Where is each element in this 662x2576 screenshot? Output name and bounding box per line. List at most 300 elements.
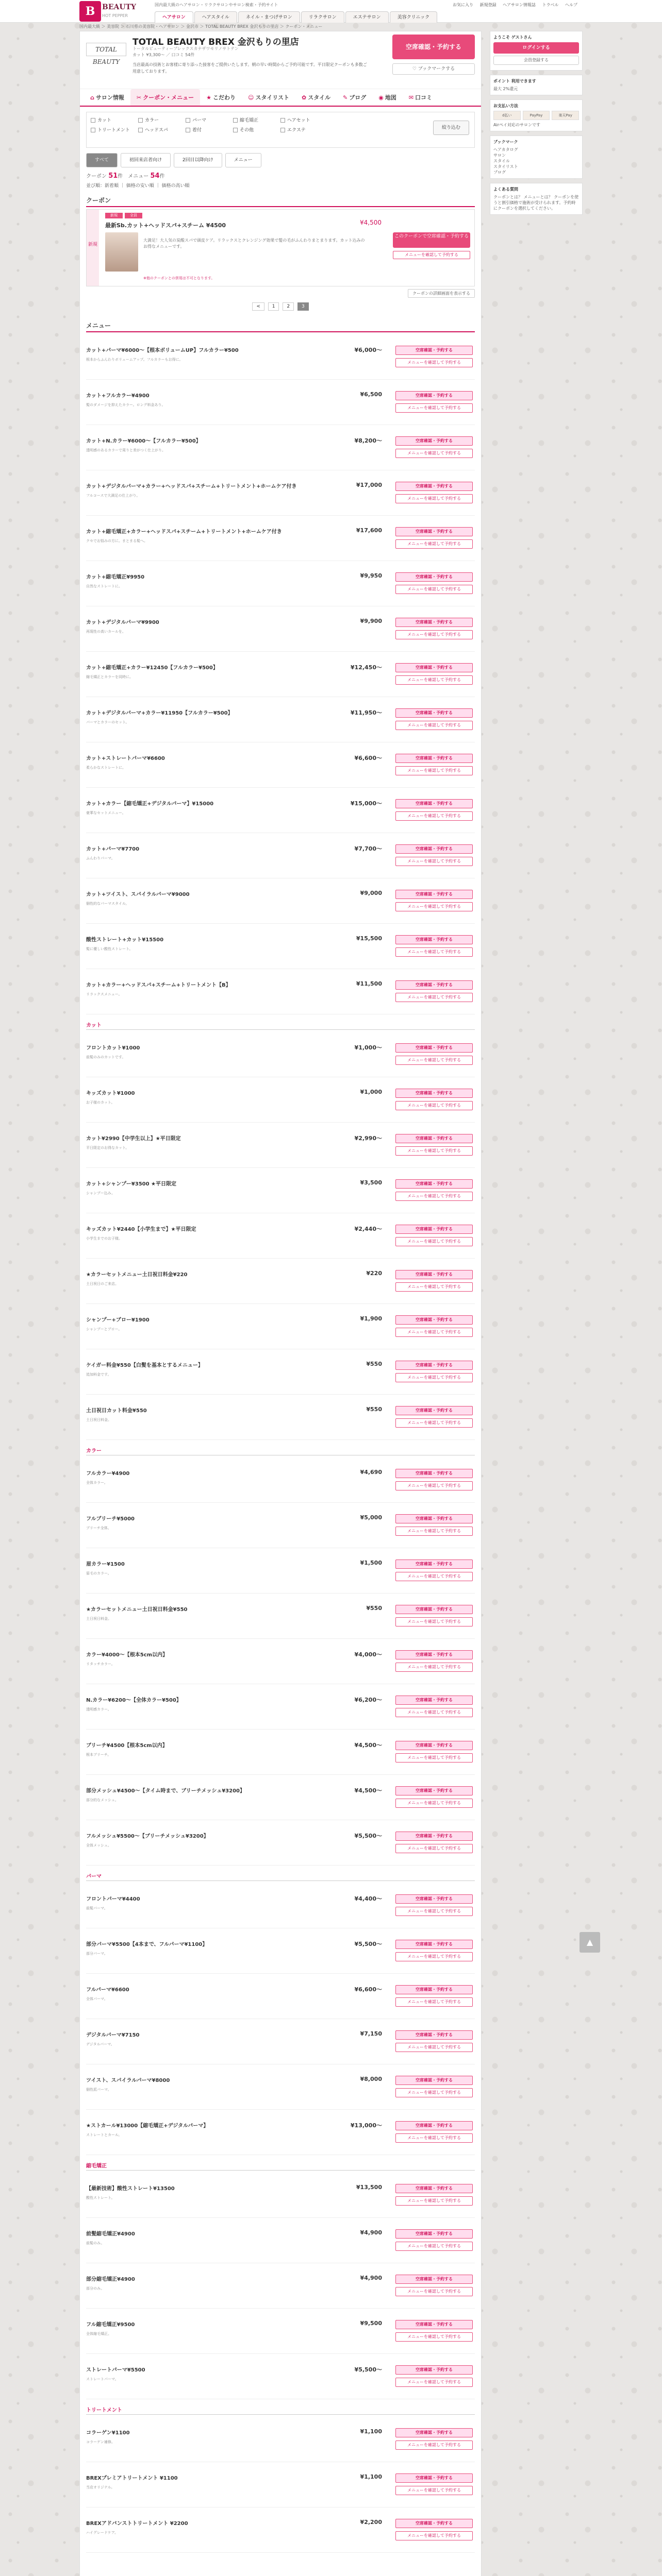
tab-coupon-menu[interactable] — [130, 89, 200, 106]
shop-tabs — [80, 89, 481, 107]
menu-item — [86, 1123, 475, 1168]
coupon-book-button[interactable]: このクーポンで空席確認・予約する — [393, 232, 470, 248]
map-pin-icon: ◉ — [378, 94, 384, 101]
menu-name: フロントカット¥1000 — [86, 1045, 140, 1051]
tab-label: こだわり — [212, 94, 236, 101]
menu-description: 柔らかなストレートに。 — [86, 766, 126, 770]
tab-label: 地図 — [385, 94, 396, 101]
menu-description: デジタルパーマ。 — [86, 2042, 114, 2046]
bookmark-button[interactable]: ♡ ブックマークする — [392, 63, 475, 75]
menu-description: 前髪パーマ。 — [86, 1906, 108, 1910]
menu-price: ¥220 — [366, 1270, 382, 1277]
menu-price: ¥9,900 — [360, 618, 382, 624]
menu-name: ★カラーセットメニュー土日祝日料金¥220 — [86, 1272, 188, 1278]
top-link[interactable]: トラベル — [542, 3, 559, 7]
menu-item — [86, 1775, 475, 1820]
menu-item — [86, 1304, 475, 1349]
menu-book-button[interactable]: 空席確認・予約する — [395, 1179, 473, 1189]
menu-detail-button[interactable]: メニューを確認して予約する — [395, 2378, 473, 2387]
menu-price: ¥11,950～ — [350, 709, 382, 716]
ticket-icon: ✂ — [136, 94, 142, 101]
menu-description: 再現性の高いカールを。 — [86, 630, 126, 634]
menu-detail-button[interactable]: メニューを確認して予約する — [395, 1527, 473, 1536]
subtab-menu[interactable]: メニュー — [225, 153, 261, 167]
menu-item — [86, 1213, 475, 1259]
shop-header — [80, 31, 481, 89]
menu-detail-button[interactable]: メニューを確認して予約する — [395, 449, 473, 458]
coupon-section-title: クーポン — [86, 194, 475, 207]
menu-item — [86, 1077, 475, 1123]
menu-name: 酸性ストレート+カット¥15500 — [86, 937, 164, 943]
menu-name: カット+フルカラー¥4900 — [86, 393, 150, 399]
menu-detail-button[interactable]: メニューを確認して予約する — [395, 403, 473, 413]
menu-description: 全体パーマ。 — [86, 1997, 108, 2001]
menu-book-button[interactable]: 空席確認・予約する — [395, 1832, 473, 1841]
menu-detail-button[interactable]: メニューを確認して予約する — [395, 1101, 473, 1110]
menu-item — [86, 380, 475, 425]
menu-item — [86, 1974, 475, 2019]
menu-book-button[interactable]: 空席確認・予約する — [395, 1940, 473, 1949]
menu-description: 自然なストレートに。 — [86, 584, 122, 588]
menu-description: パーマとカラーのセット。 — [86, 720, 129, 724]
menu-item — [86, 334, 475, 380]
menu-book-button[interactable]: 空席確認・予約する — [395, 754, 473, 763]
menu-name: 部分縮毛矯正¥4900 — [86, 2277, 135, 2282]
book-button[interactable]: 空席確認・予約する — [392, 35, 475, 59]
tab-map[interactable] — [372, 89, 403, 106]
filter-checkbox[interactable]: ヘッドスパ — [138, 126, 186, 133]
top-link[interactable]: ヘルプ — [565, 3, 577, 7]
faq-box — [490, 183, 583, 215]
menu-price: ¥2,200 — [360, 2519, 382, 2526]
menu-detail-button[interactable]: メニューを確認して予約する — [395, 993, 473, 1002]
menu-book-button[interactable]: 空席確認・予約する — [395, 2076, 473, 2085]
menu-item — [86, 2110, 475, 2155]
bookmark-link[interactable]: スタイリスト — [493, 164, 518, 169]
perm-list — [80, 1883, 481, 2155]
menu-book-button[interactable]: 空席確認・予約する — [395, 2275, 473, 2284]
menu-detail-button[interactable]: メニューを確認して予約する — [395, 2133, 473, 2143]
filter-checkbox[interactable]: トリートメント — [91, 126, 138, 133]
menu-description: リラックスメニュー。 — [86, 992, 122, 996]
filter-checkbox[interactable]: カラー — [138, 116, 186, 123]
menu-description: 当店オリジナル。 — [86, 2485, 115, 2489]
more-coupons-button[interactable]: クーポンの詳細画面を表示する — [408, 289, 475, 298]
menu-detail-button[interactable]: メニューを確認して予約する — [395, 1192, 473, 1201]
tab-label: スタイル — [308, 94, 330, 101]
menu-name: カット+シャンプー¥3500 ★平日限定 — [86, 1181, 177, 1187]
menu-name: ★カラーセットメニュー土日祝日料金¥550 — [86, 1607, 188, 1613]
filter-checkbox[interactable]: 着付 — [186, 126, 233, 133]
site-logo[interactable]: B — [79, 1, 101, 22]
menu-item — [86, 2417, 475, 2462]
menu-book-button[interactable]: 空席確認・予約する — [395, 391, 473, 400]
menu-description: 縮毛矯正とカラーを同時に。 — [86, 675, 133, 679]
menu-book-button[interactable]: 空席確認・予約する — [395, 1650, 473, 1659]
menu-book-button[interactable]: 空席確認・予約する — [395, 1560, 473, 1569]
straight-section-title: 縮毛矯正 — [86, 2159, 475, 2171]
menu-name: カット+ツイスト、スパイラルパーマ¥9000 — [86, 892, 190, 897]
menu-detail-button[interactable]: メニューを確認して予約する — [395, 2531, 473, 2540]
tab-reviews[interactable] — [403, 89, 438, 106]
menu-detail-button[interactable]: メニューを確認して予約する — [395, 1237, 473, 1246]
points-text: 最大 2%還元 — [493, 87, 518, 91]
subtab-repeat[interactable]: 2回目以降向け — [174, 153, 222, 167]
menu-detail-button[interactable]: メニューを確認して予約する — [395, 1617, 473, 1626]
menu-description: 土日祝日料金。 — [86, 1617, 111, 1621]
filter-checkbox[interactable]: 縮毛矯正 — [233, 116, 280, 123]
menu-name: フル縮毛矯正¥9500 — [86, 2322, 135, 2328]
menu-detail-button[interactable]: メニューを確認して予約する — [395, 2088, 473, 2097]
menu-price: ¥15,500 — [356, 935, 382, 942]
menu-price: ¥550 — [366, 1406, 382, 1413]
menu-price: ¥17,600 — [356, 527, 382, 534]
tab-label: 口コミ — [415, 94, 433, 101]
bookmark-title: ブックマーク — [493, 140, 518, 144]
page-prev[interactable]: < — [252, 302, 264, 311]
menu-detail-button[interactable]: メニューを確認して予約する — [395, 1663, 473, 1672]
menu-book-button[interactable]: 空席確認・予約する — [395, 572, 473, 582]
menu-description: リタッチカラー。 — [86, 1662, 115, 1666]
menu-name: 部分パーマ¥5500【4本まで、フルパーマ¥1100】 — [86, 1942, 208, 1947]
menu-item — [86, 2507, 475, 2553]
menu-book-button[interactable]: 空席確認・予約する — [395, 2320, 473, 2329]
menu-name: カット¥2990【中学生以上】★平日限定 — [86, 1136, 181, 1142]
menu-item — [86, 833, 475, 878]
menu-book-button[interactable]: 空席確認・予約する — [395, 663, 473, 672]
treatment-section-title: トリートメント — [86, 2403, 475, 2415]
menu-book-button[interactable]: 空席確認・予約する — [395, 2229, 473, 2239]
menu-item — [86, 2064, 475, 2110]
menu-description: コラーゲン補修。 — [86, 2440, 115, 2444]
menu-book-button[interactable]: 空席確認・予約する — [395, 2121, 473, 2130]
tab-features[interactable] — [200, 89, 242, 106]
menu-book-button[interactable]: 空席確認・予約する — [395, 346, 473, 355]
menu-book-button[interactable]: 空席確認・予約する — [395, 1894, 473, 1904]
menu-price: ¥12,450～ — [350, 664, 382, 671]
menu-detail-button[interactable]: メニューを確認して予約する — [395, 1907, 473, 1916]
menu-book-button[interactable]: 空席確認・予約する — [395, 1514, 473, 1523]
menu-description: 平日限定のお得なカット。 — [86, 1146, 129, 1150]
menu-detail-button[interactable]: メニューを確認して予約する — [395, 1799, 473, 1808]
bookmark-box — [490, 135, 583, 179]
bookmark-link[interactable]: ブログ — [493, 170, 506, 175]
menu-book-button[interactable]: 空席確認・予約する — [395, 1225, 473, 1234]
payment-title: お支払い方法 — [493, 104, 518, 108]
menu-description: 全体縮毛矯正。 — [86, 2332, 111, 2336]
menu-description: ふんわりパーマ。 — [86, 856, 115, 860]
menu-price: ¥1,500 — [360, 1560, 382, 1566]
menu-price: ¥550 — [366, 1361, 382, 1367]
menu-detail-button[interactable]: メニューを確認して予約する — [395, 630, 473, 639]
category-tab-esthe[interactable]: エステサロン — [345, 11, 389, 23]
category-tabs — [155, 11, 438, 23]
more-coupons — [80, 289, 481, 298]
menu-name: カット+縮毛矯正¥9950 — [86, 574, 145, 580]
pay-rakuten-logo: 楽天Pay — [552, 111, 579, 120]
menu-item — [86, 788, 475, 833]
back-to-top-button[interactable]: ▲ — [580, 1932, 600, 1953]
menu-price: ¥13,500 — [356, 2184, 382, 2191]
menu-description: 前髪のみ。 — [86, 2241, 105, 2245]
menu-item — [86, 652, 475, 697]
menu-name: フルカラー¥4900 — [86, 1471, 130, 1477]
page-link[interactable]: 2 — [283, 302, 294, 311]
menu-detail-button[interactable]: メニューを確認して予約する — [395, 675, 473, 685]
menu-price: ¥4,500～ — [354, 1742, 382, 1749]
tab-stylist[interactable] — [242, 89, 295, 106]
filter-checkbox[interactable]: カット — [91, 116, 138, 123]
treatment-list — [80, 2417, 481, 2553]
payment-box — [490, 99, 583, 131]
menu-description: 部分パーマ。 — [86, 1952, 108, 1956]
menu-description: フルコースで大満足の仕上がり。 — [86, 494, 140, 498]
menu-price: ¥6,200～ — [354, 1697, 382, 1703]
top-link[interactable]: 新規登録 — [479, 3, 496, 7]
menu-item — [86, 1259, 475, 1304]
menu-detail-button[interactable]: メニューを確認して予約する — [395, 2486, 473, 2495]
menu-name: 前髪縮毛矯正¥4900 — [86, 2231, 135, 2237]
menu-detail-button[interactable]: メニューを確認して予約する — [395, 766, 473, 775]
menu-item — [86, 969, 475, 1014]
menu-description: ハイグレードケア。 — [86, 2531, 119, 2535]
login-button[interactable]: ログインする — [493, 42, 579, 54]
cut-section-title: カット — [86, 1019, 475, 1030]
top-link[interactable]: ヘアサロン情報誌 — [503, 3, 536, 7]
filter-checkbox[interactable]: エクステ — [280, 126, 328, 133]
subtab-all[interactable]: すべて — [86, 153, 118, 167]
category-tab-hair[interactable]: ヘアサロン — [155, 11, 193, 23]
menu-price: ¥9,500 — [360, 2320, 382, 2327]
tab-blog[interactable] — [337, 89, 372, 106]
menu-detail-button[interactable]: メニューを確認して予約する — [395, 2196, 473, 2206]
menu-price: ¥4,690 — [360, 1469, 382, 1476]
menu-book-button[interactable]: 空席確認・予約する — [395, 1985, 473, 1994]
menu-description: 根本からふんわりボリュームアップ。フルカラーもお得に。 — [86, 358, 183, 362]
menu-item — [86, 2354, 475, 2399]
menu-book-button[interactable]: 空席確認・予約する — [395, 436, 473, 446]
menu-price: ¥9,000 — [360, 890, 382, 896]
filter-checkbox[interactable]: その他 — [233, 126, 280, 133]
menu-book-button[interactable]: 空席確認・予約する — [395, 2428, 473, 2437]
breadcrumb[interactable]: 国内最大級 ＞ 美容院 ＞ 石川県の美容院・ヘアサロン ＞ 金沢市 ＞ TOTAL BEAUTY BREX 金沢もりの里店 ＞ クーポン・メニュー — [79, 24, 323, 29]
menu-detail-button[interactable]: メニューを確認して予約する — [395, 1997, 473, 2007]
menu-detail-button[interactable]: メニューを確認して予約する — [395, 2287, 473, 2296]
menu-book-button[interactable]: 空席確認・予約する — [395, 2184, 473, 2193]
menu-book-button[interactable]: 空席確認・予約する — [395, 980, 473, 990]
menu-book-button[interactable]: 空席確認・予約する — [395, 935, 473, 944]
menu-detail-button[interactable]: メニューを確認して予約する — [395, 947, 473, 957]
menu-item — [86, 470, 475, 516]
menu-book-button[interactable]: 空席確認・予約する — [395, 2519, 473, 2528]
category-tab-style[interactable]: ヘアスタイル — [194, 11, 237, 23]
menu-detail-button[interactable]: メニューを確認して予約する — [395, 902, 473, 911]
points-title: ポイント 利用できます — [493, 79, 536, 83]
menu-detail-button[interactable]: メニューを確認して予約する — [395, 1753, 473, 1762]
sort-options[interactable]: 並び順：新着順 ｜ 価格の安い順 ｜ 価格の高い順 — [86, 183, 190, 189]
menu-description: 透明感カラー。 — [86, 1707, 111, 1711]
menu-price: ¥4,900 — [360, 2229, 382, 2236]
menu-name: コラーゲン¥1100 — [86, 2430, 130, 2436]
menu-name: カット+パーマ¥6000～【根本ボリュームUP】フルカラー¥500 — [86, 348, 239, 353]
menu-detail-button[interactable]: メニューを確認して予約する — [395, 1418, 473, 1428]
comment-icon: ✉ — [408, 94, 414, 101]
menu-description: ブリーチ全体。 — [86, 1526, 111, 1530]
menu-detail-button[interactable]: メニューを確認して予約する — [395, 1572, 473, 1581]
menu-price: ¥6,600～ — [354, 1986, 382, 1993]
menu-book-button[interactable]: 空席確認・予約する — [395, 2030, 473, 2040]
menu-book-button[interactable]: 空席確認・予約する — [395, 1469, 473, 1478]
menu-item — [86, 425, 475, 470]
menu-price: ¥15,000～ — [350, 800, 382, 807]
menu-price: ¥6,500 — [360, 391, 382, 398]
category-tab-clinic[interactable]: 美容クリニック — [390, 11, 437, 23]
menu-price: ¥2,990～ — [354, 1135, 382, 1142]
tab-label: クーポン・メニュー — [143, 94, 194, 101]
menu-item — [86, 1168, 475, 1213]
filter-checkbox[interactable]: パーマ — [186, 116, 233, 123]
menu-book-button[interactable]: 空席確認・予約する — [395, 1786, 473, 1795]
menu-name: カット+カラー+ヘッドスパ+スチーム+トリートメント【B】 — [86, 982, 231, 988]
menu-description: 追加料金です。 — [86, 1372, 111, 1377]
menu-detail-button[interactable]: メニューを確認して予約する — [395, 494, 473, 503]
category-tab-relax[interactable]: リラクサロン — [301, 11, 344, 23]
menu-detail-button[interactable]: メニューを確認して予約する — [395, 1481, 473, 1490]
menu-detail-button[interactable]: メニューを確認して予約する — [395, 539, 473, 549]
menu-price: ¥3,500 — [360, 1179, 382, 1186]
menu-detail-button[interactable]: メニューを確認して予約する — [395, 585, 473, 594]
menu-detail-button[interactable]: メニューを確認して予約する — [395, 1146, 473, 1156]
sub-tabs — [80, 153, 481, 167]
menu-name: BREXプレミアトリートメント ¥1100 — [86, 2476, 178, 2481]
page-link[interactable]: 1 — [268, 302, 279, 311]
category-tab-nail[interactable]: ネイル・まつげサロン — [238, 11, 300, 23]
menu-detail-button[interactable]: メニューを確認して予約する — [395, 1056, 473, 1065]
page-link-current[interactable]: 3 — [297, 302, 309, 311]
menu-description: クセでお悩みの方に。まとまる髪へ。 — [86, 539, 147, 543]
menu-detail-button[interactable]: メニューを確認して予約する — [395, 811, 473, 821]
menu-item — [86, 742, 475, 788]
menu-price: ¥2,440～ — [354, 1226, 382, 1232]
bookmark-link[interactable]: スタイル — [493, 159, 510, 163]
menu-description: 全体メッシュ。 — [86, 1843, 111, 1848]
menu-book-button[interactable]: 空席確認・予約する — [395, 482, 473, 491]
menu-book-button[interactable]: 空席確認・予約する — [395, 2473, 473, 2483]
menu-book-button[interactable]: 空席確認・予約する — [395, 2365, 473, 2375]
payment-note: Airペイ対応のサロンです — [493, 123, 540, 127]
menu-book-button[interactable]: 空席確認・予約する — [395, 1315, 473, 1325]
menu-book-button[interactable]: 空席確認・予約する — [395, 1043, 473, 1053]
bookmark-link[interactable]: サロン — [493, 153, 506, 158]
menu-book-button[interactable]: 空席確認・予約する — [395, 1361, 473, 1370]
page-wrapper — [79, 31, 583, 2576]
filter-button[interactable]: 絞り込む — [433, 121, 469, 135]
menu-detail-button[interactable]: メニューを確認して予約する — [395, 358, 473, 367]
menu-book-button[interactable]: 空席確認・予約する — [395, 1089, 473, 1098]
menu-price: ¥4,900 — [360, 2275, 382, 2281]
top-link[interactable]: お気に入り — [453, 3, 474, 7]
menu-detail-button[interactable]: メニューを確認して予約する — [395, 1328, 473, 1337]
menu-list — [80, 334, 481, 1014]
menu-book-button[interactable]: 空席確認・予約する — [395, 1605, 473, 1614]
menu-book-button[interactable]: 空席確認・予約する — [395, 1270, 473, 1279]
register-button[interactable]: 会員登録する — [493, 56, 579, 65]
menu-book-button[interactable]: 空席確認・予約する — [395, 890, 473, 899]
site-logo-sub: HOT PEPPER — [102, 13, 128, 18]
menu-detail-button[interactable]: メニューを確認して予約する — [395, 2043, 473, 2052]
menu-detail-button[interactable]: メニューを確認して予約する — [395, 2441, 473, 2450]
menu-description: 豪華なセットメニュー。 — [86, 811, 126, 815]
menu-description: 透明感のあるカラーで周りと差がつく仕上がり。 — [86, 448, 166, 452]
menu-detail-button[interactable]: メニューを確認して予約する — [395, 1282, 473, 1292]
menu-item — [86, 924, 475, 969]
menu-item — [86, 516, 475, 561]
coupon-type-label: 新規 — [87, 210, 99, 286]
menu-detail-button[interactable]: メニューを確認して予約する — [395, 1373, 473, 1382]
menu-name: カット+デジタルパーマ+カラー+ヘッドスパ+スチーム+トリートメント+ホームケア付き — [86, 484, 297, 489]
menu-item — [86, 1032, 475, 1077]
menu-name: カラー¥4000～【根本5cm以内】 — [86, 1652, 168, 1658]
filter-checkbox[interactable]: ヘアセット — [280, 116, 328, 123]
main-column — [79, 31, 482, 2576]
menu-item — [86, 1883, 475, 1928]
menu-book-button[interactable]: 空席確認・予約する — [395, 844, 473, 854]
menu-name: カット+パーマ¥7700 — [86, 846, 140, 852]
menu-book-button[interactable]: 空席確認・予約する — [395, 1134, 473, 1143]
tab-style[interactable] — [295, 89, 337, 106]
menu-book-button[interactable]: 空席確認・予約する — [395, 1696, 473, 1705]
login-box — [490, 31, 583, 71]
menu-detail-button[interactable]: メニューを確認して予約する — [395, 721, 473, 730]
menu-section-title: メニュー — [86, 319, 475, 332]
menu-book-button[interactable]: 空席確認・予約する — [395, 799, 473, 808]
tab-salon-info[interactable] — [84, 89, 130, 106]
site-logo-text[interactable]: BEAUTY — [102, 3, 136, 11]
menu-name: カット+縮毛矯正+カラー+ヘッドスパ+スチーム+トリートメント+ホームケア付き — [86, 529, 282, 535]
menu-detail-button[interactable]: メニューを確認して予約する — [395, 1952, 473, 1961]
menu-book-button[interactable]: 空席確認・予約する — [395, 1741, 473, 1750]
menu-book-button[interactable]: 空席確認・予約する — [395, 618, 473, 627]
menu-price: ¥17,000 — [356, 482, 382, 488]
person-icon: ☺ — [247, 94, 254, 101]
coupon-price: ¥4,500 — [360, 219, 382, 226]
menu-name: シャンプー+ブロー¥1900 — [86, 1317, 150, 1323]
menu-detail-button[interactable]: メニューを確認して予約する — [395, 2242, 473, 2251]
menu-book-button[interactable]: 空席確認・予約する — [395, 527, 473, 536]
menu-detail-button[interactable]: メニューを確認して予約する — [395, 2332, 473, 2342]
menu-price: ¥11,500 — [356, 980, 382, 987]
coupon-menu-button[interactable]: メニューを確認して予約する — [393, 251, 470, 259]
bookmark-link[interactable]: ヘアカタログ — [493, 147, 518, 152]
pay-d-logo: d払い — [493, 111, 521, 120]
subtab-first[interactable]: 初回来店者向け — [121, 153, 171, 167]
menu-description: 前髪のみのカットです。 — [86, 1055, 126, 1059]
menu-item — [86, 2309, 475, 2354]
menu-detail-button[interactable]: メニューを確認して予約する — [395, 1844, 473, 1853]
menu-description: お子様のカット。 — [86, 1100, 115, 1105]
menu-detail-button[interactable]: メニューを確認して予約する — [395, 857, 473, 866]
menu-book-button[interactable]: 空席確認・予約する — [395, 708, 473, 718]
menu-item — [86, 697, 475, 742]
menu-item — [86, 1684, 475, 1730]
menu-detail-button[interactable]: メニューを確認して予約する — [395, 1708, 473, 1717]
pay-paypay-logo: PayPay — [523, 111, 550, 120]
menu-book-button[interactable]: 空席確認・予約する — [395, 1406, 473, 1415]
menu-price: ¥5,500～ — [354, 2366, 382, 2373]
menu-name: ★ストカール¥13000【縮毛矯正+デジタルパーマ】 — [86, 2123, 209, 2129]
coupon-card — [86, 209, 475, 286]
menu-item — [86, 1458, 475, 1503]
